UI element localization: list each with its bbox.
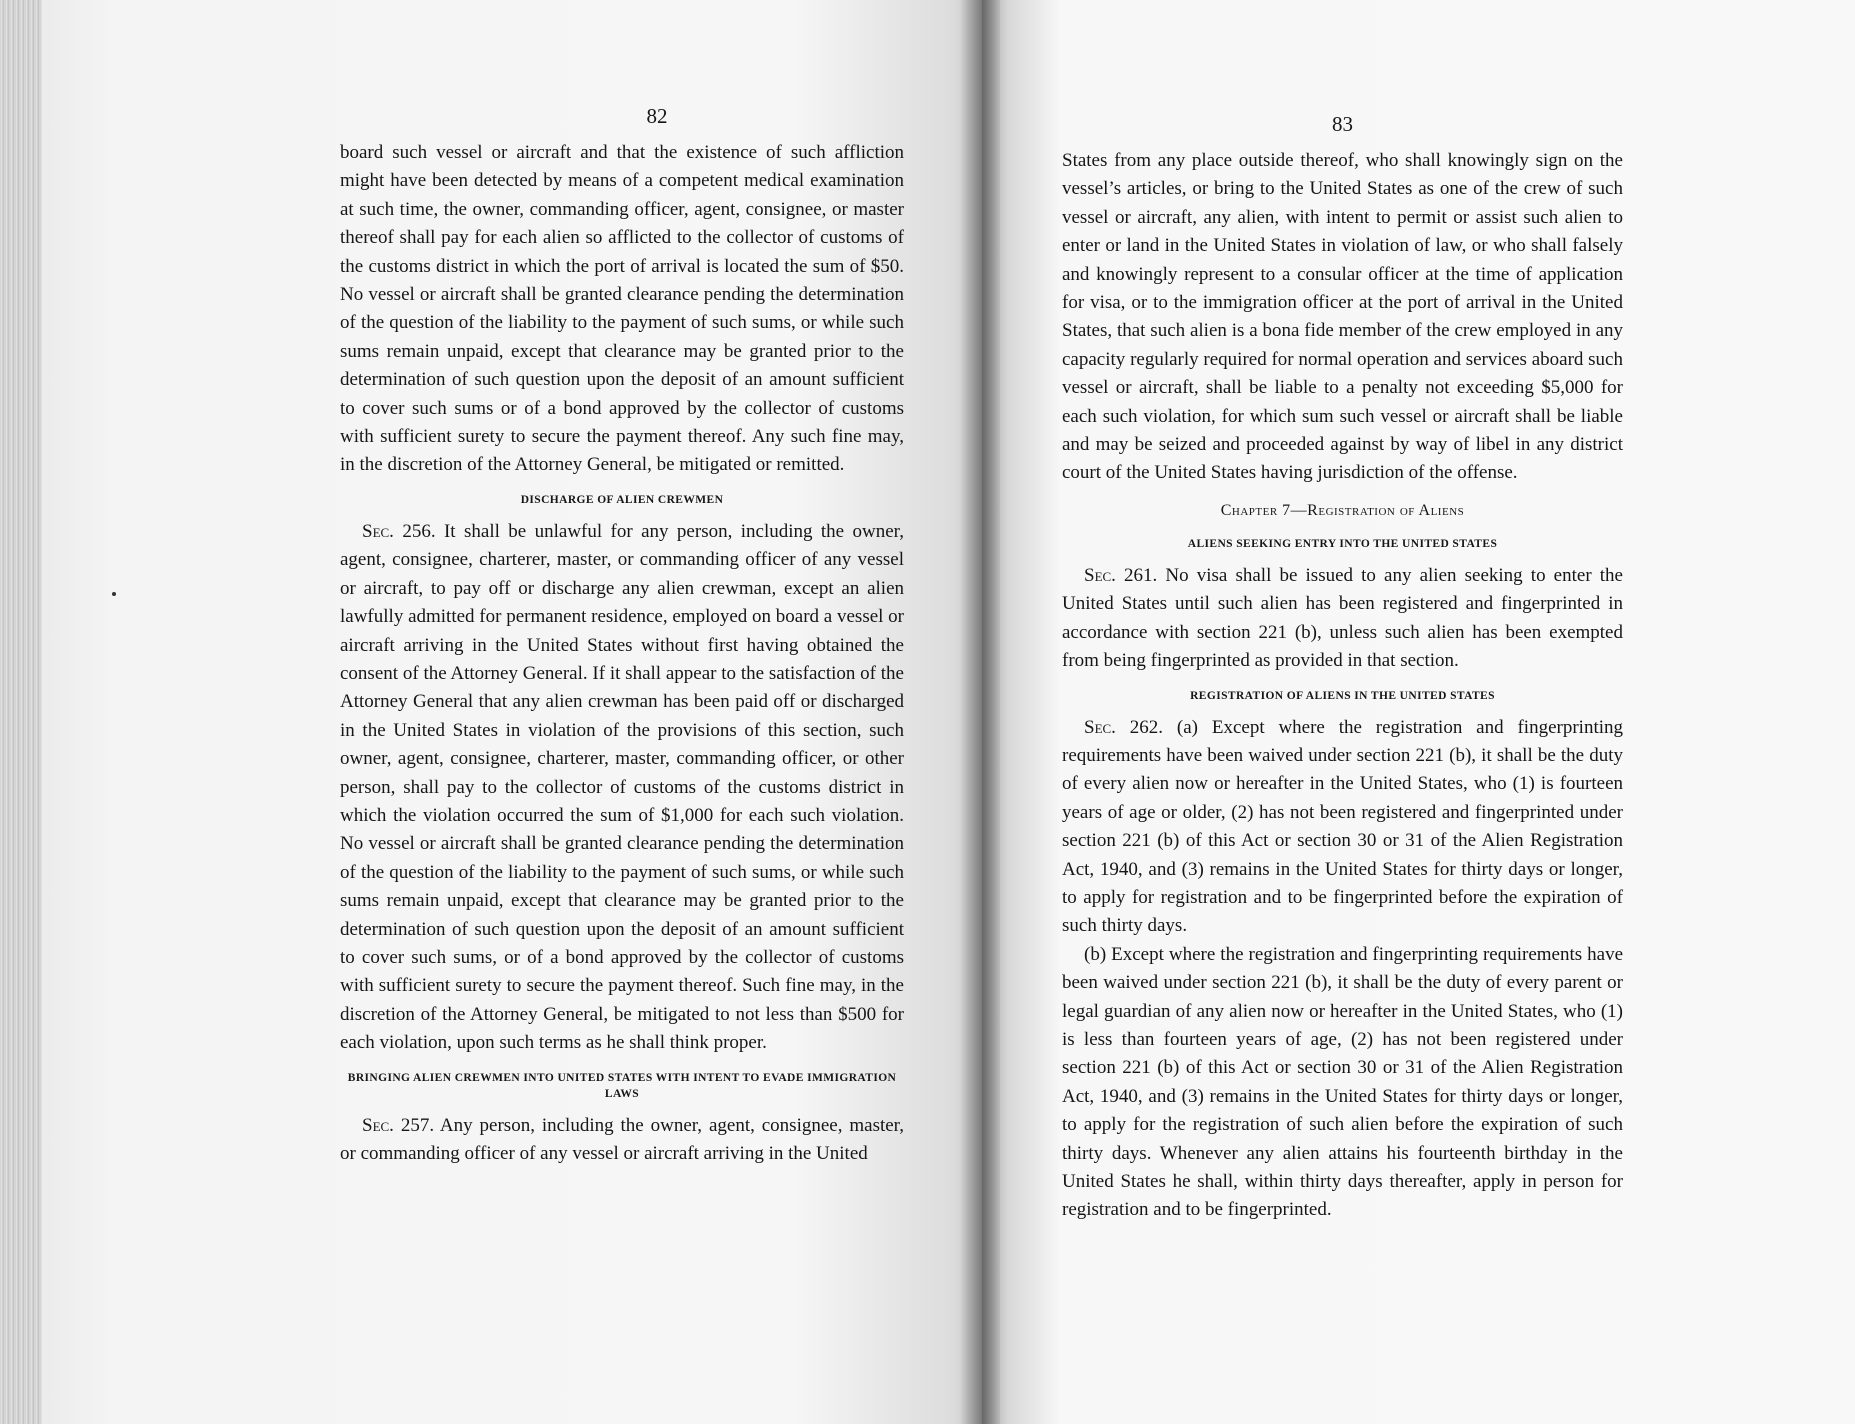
section-text: (a) Except where the registration and fingerprinting requirements have been waived under section 221 (b), it shall be the duty of every alien now or hereafter in the United States, who (1) is fourteen years of age or older, (2) has not been registered and fingerprinted under section 221 (b) of this Act or section 30 or 31 of the Alien Registration Act, 1940, and (3) remains in the United States for thirty days or longer, to apply for registration and to be fingerprinted before the expiration of such thirty days. — [1062, 716, 1623, 937]
page-number: 83 — [1332, 112, 1353, 136]
section-label: Sec. 262. — [1084, 716, 1164, 738]
section-262b: (b) Except where the registration and fingerprinting requirements have been waived under section 221 (b), it shall be the duty of every parent or legal guardian of any alien now or hereafter in the United States, who (1) is less than fourteen years of age, (2) has not been registered under section 221 (b) of this Act or section 30 or 31 of the Alien Registration Act, 1940, and (3) remains in the United States for thirty days or longer, to apply for the registration of such alien before the expiration of such thirty days. Whenever any alien attains his fourteenth birthday in the United States he shall, within thirty days thereafter, apply in person for registration and to be fingerprinted. — [1062, 943, 1623, 1221]
section-heading: ALIENS SEEKING ENTRY INTO THE UNITED STATES — [1187, 537, 1498, 550]
scan-speck — [112, 592, 116, 596]
section-256 — [340, 518, 904, 1058]
right-page — [982, 0, 1855, 1424]
section-heading: BRINGING ALIEN CREWMEN INTO UNITED STATES WITH INTENT TO EVADE IMMIGRATION LAWS — [347, 1071, 897, 1100]
section-257 — [340, 1112, 904, 1169]
section-label: Sec. 257. — [362, 1114, 435, 1136]
section-text: It shall be unlawful for any person, including the owner, agent, consignee, charterer, master, or commanding officer of any vessel or aircraft, to pay off or discharge any alien crewman, except an alien lawfully admitted for permanent residence, employed on board a vessel or aircraft arriving in the United States without first having obtained the consent of the Attorney General. If it shall appear to the satisfaction of the Attorney General that any alien crewman has been paid off or discharged in the United States in violation of the provisions of this section, such owner, agent, consignee, charterer, master, commanding officer, or other person, shall pay to the collector of customs of the customs district in which the violation occurred the sum of $1,000 for each such violation. No vessel or aircraft shall be granted clearance pending the determination of the question of the liability to the payment of such sums, or while such sums remain unpaid, except that clearance may be granted prior to the determination of such question upon the deposit of an amount sufficient to cover such sums, or of a bond approved by the collector of customs with sufficient surety to secure the payment thereof. Such fine may, in the discretion of the Attorney General, be mitigated to not less than $500 for each violation, upon such terms as he shall think proper. — [340, 520, 904, 1054]
paragraph: board such vessel or aircraft and that the existence of such affliction might have been detected by means of a competent medical examination at such time, the owner, commanding officer, agent, consignee, or master thereof shall pay for each alien so afflicted to the collector of customs of the customs district in which the port of arrival is located the sum of $50. No vessel or aircraft shall be granted clearance pending the determination of the question of the liability to the payment of such sums, or while such sums remain unpaid, except that clearance may be granted prior to the determination of such question upon the deposit of an amount sufficient to cover such sums or of a bond approved by the collector of customs with sufficient surety to secure the payment thereof. Any such fine may, in the discretion of the Attorney General, be mitigated or remitted. — [340, 142, 904, 476]
chapter-heading: Chapter 7—Registration of Aliens — [1220, 501, 1465, 519]
section-262a — [1062, 714, 1623, 941]
section-text: No visa shall be issued to any alien seeking to enter the United States until such alien has been registered and fingerprinted in accordance with section 221 (b), unless such alien has been exempted from being fingerprinted as provided in that section. — [1062, 564, 1623, 672]
paragraph: States from any place outside thereof, who shall knowingly sign on the vessel’s articles, or bring to the United States as one of the crew of such vessel or aircraft, any alien, with intent to permit or assist such alien to enter or land in the United States in violation of law, or who shall falsely and knowingly represent to a consular officer at the time of application for visa, or to the immigration officer at the port of arrival in the United States, that such alien is a bona fide member of the crew employed in any capacity regularly required for normal operation and services aboard such vessel or aircraft, shall be liable to a penalty not exceeding $5,000 for each such violation, for which sum such vessel or aircraft shall be liable and may be seized and proceeded against by way of libel in any district court of the United States having jurisdiction of the offense. — [1062, 150, 1623, 484]
section-label: Sec. 256. — [362, 520, 436, 542]
page-number: 82 — [646, 104, 668, 128]
section-261 — [1062, 562, 1623, 676]
page-edges — [0, 0, 42, 1424]
section-heading: DISCHARGE OF ALIEN CREWMEN — [520, 493, 724, 506]
left-page — [40, 0, 982, 1424]
gutter-shadow — [960, 0, 1000, 1424]
section-text: Any person, including the owner, agent, consignee, master, or commanding officer of any vessel or aircraft arriving in the United — [340, 1114, 904, 1164]
section-heading: REGISTRATION OF ALIENS IN THE UNITED STATES — [1190, 689, 1495, 702]
section-label: Sec. 261. — [1084, 564, 1158, 586]
